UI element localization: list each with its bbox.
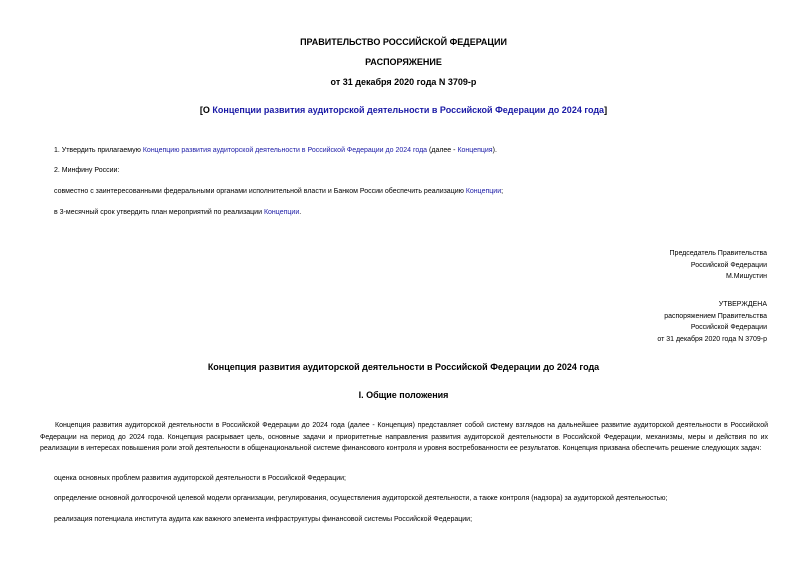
title-link[interactable]: Концепции развития аудиторской деятельности в Российской Федерации до 2024 года	[212, 105, 605, 115]
concept-short-link[interactable]: Концепция	[457, 147, 493, 154]
concept-link-2[interactable]: Концепции	[465, 188, 502, 195]
item-2-line-1: совместно с заинтересованными федеральными органами исполнительной власти и Банком России обеспечить реализацию Концепции;	[54, 188, 504, 195]
concept-title: Концепция развития аудиторской деятельности в Российской Федерации до 2024 года	[207, 362, 600, 372]
approval-line-4: от 31 декабря 2020 года N 3709-р	[657, 335, 767, 343]
document-title	[0, 105, 807, 115]
item-2-line-2: в 3-месячный срок утвердить план мероприятий по реализации Концепции.	[54, 209, 302, 216]
approval-block	[657, 299, 767, 345]
signature-name: М.Мишустин	[725, 273, 767, 280]
government-heading: ПРАВИТЕЛЬСТВО РОССИЙСКОЙ ФЕДЕРАЦИИ	[300, 37, 507, 47]
task-item-1: оценка основных проблем развития аудиторской деятельности в Российской Федерации;	[54, 475, 346, 482]
approval-line-2: распоряжением Правительства	[664, 312, 767, 320]
signature-block	[670, 248, 767, 283]
concept-link-3[interactable]: Концепции	[263, 209, 300, 216]
document-date-number: от 31 декабря 2020 года N 3709-р	[330, 77, 477, 87]
item-1: 1. Утвердить прилагаемую Концепцию развития аудиторской деятельности в Российской Федерации до 2024 года (далее - Концепция).	[54, 147, 497, 154]
concept-paragraph: Концепция развития аудиторской деятельности в Российской Федерации до 2024 года (далее - Концепция) представляет собой систему взглядов на дальнейшее развитие аудиторской деятельности в Российской Федерации на период до 2024 года. Концепция раскрывает цель, основные задачи и приоритетные направления развития аудиторской деятельности в Российской Федерации, механизмы, меры и действия по их реализации в интересах повышения роли этой деятельности в общенациональной системе финансового контроля и уровня востребованности ее результатов. Концепция призвана обеспечить решение следующих задач:	[40, 422, 768, 452]
section-heading: I. Общие положения	[358, 390, 449, 400]
task-item-3: реализация потенциала института аудита как важного элемента инфраструктуры финансовой системы Российской Федерации;	[54, 516, 473, 523]
concept-link[interactable]: Концепцию развития аудиторской деятельности в Российской Федерации до 2024 года	[142, 147, 428, 154]
item-2: 2. Минфину России:	[54, 167, 120, 174]
document-type: РАСПОРЯЖЕНИЕ	[365, 57, 442, 67]
approval-line-3: Российской Федерации	[690, 324, 767, 331]
approval-line-1: УТВЕРЖДЕНА	[718, 301, 767, 308]
title-bracket-open: [О	[199, 105, 213, 115]
task-item-2: определение основной долгосрочной целевой модели организации, регулирования, осуществления аудиторской деятельности, а также контроля (надзора) за аудиторской деятельностью;	[54, 495, 668, 502]
title-bracket-close: ]	[604, 105, 608, 115]
signature-line-1: Председатель Правительства	[669, 250, 767, 257]
signature-line-2: Российской Федерации	[690, 261, 767, 269]
